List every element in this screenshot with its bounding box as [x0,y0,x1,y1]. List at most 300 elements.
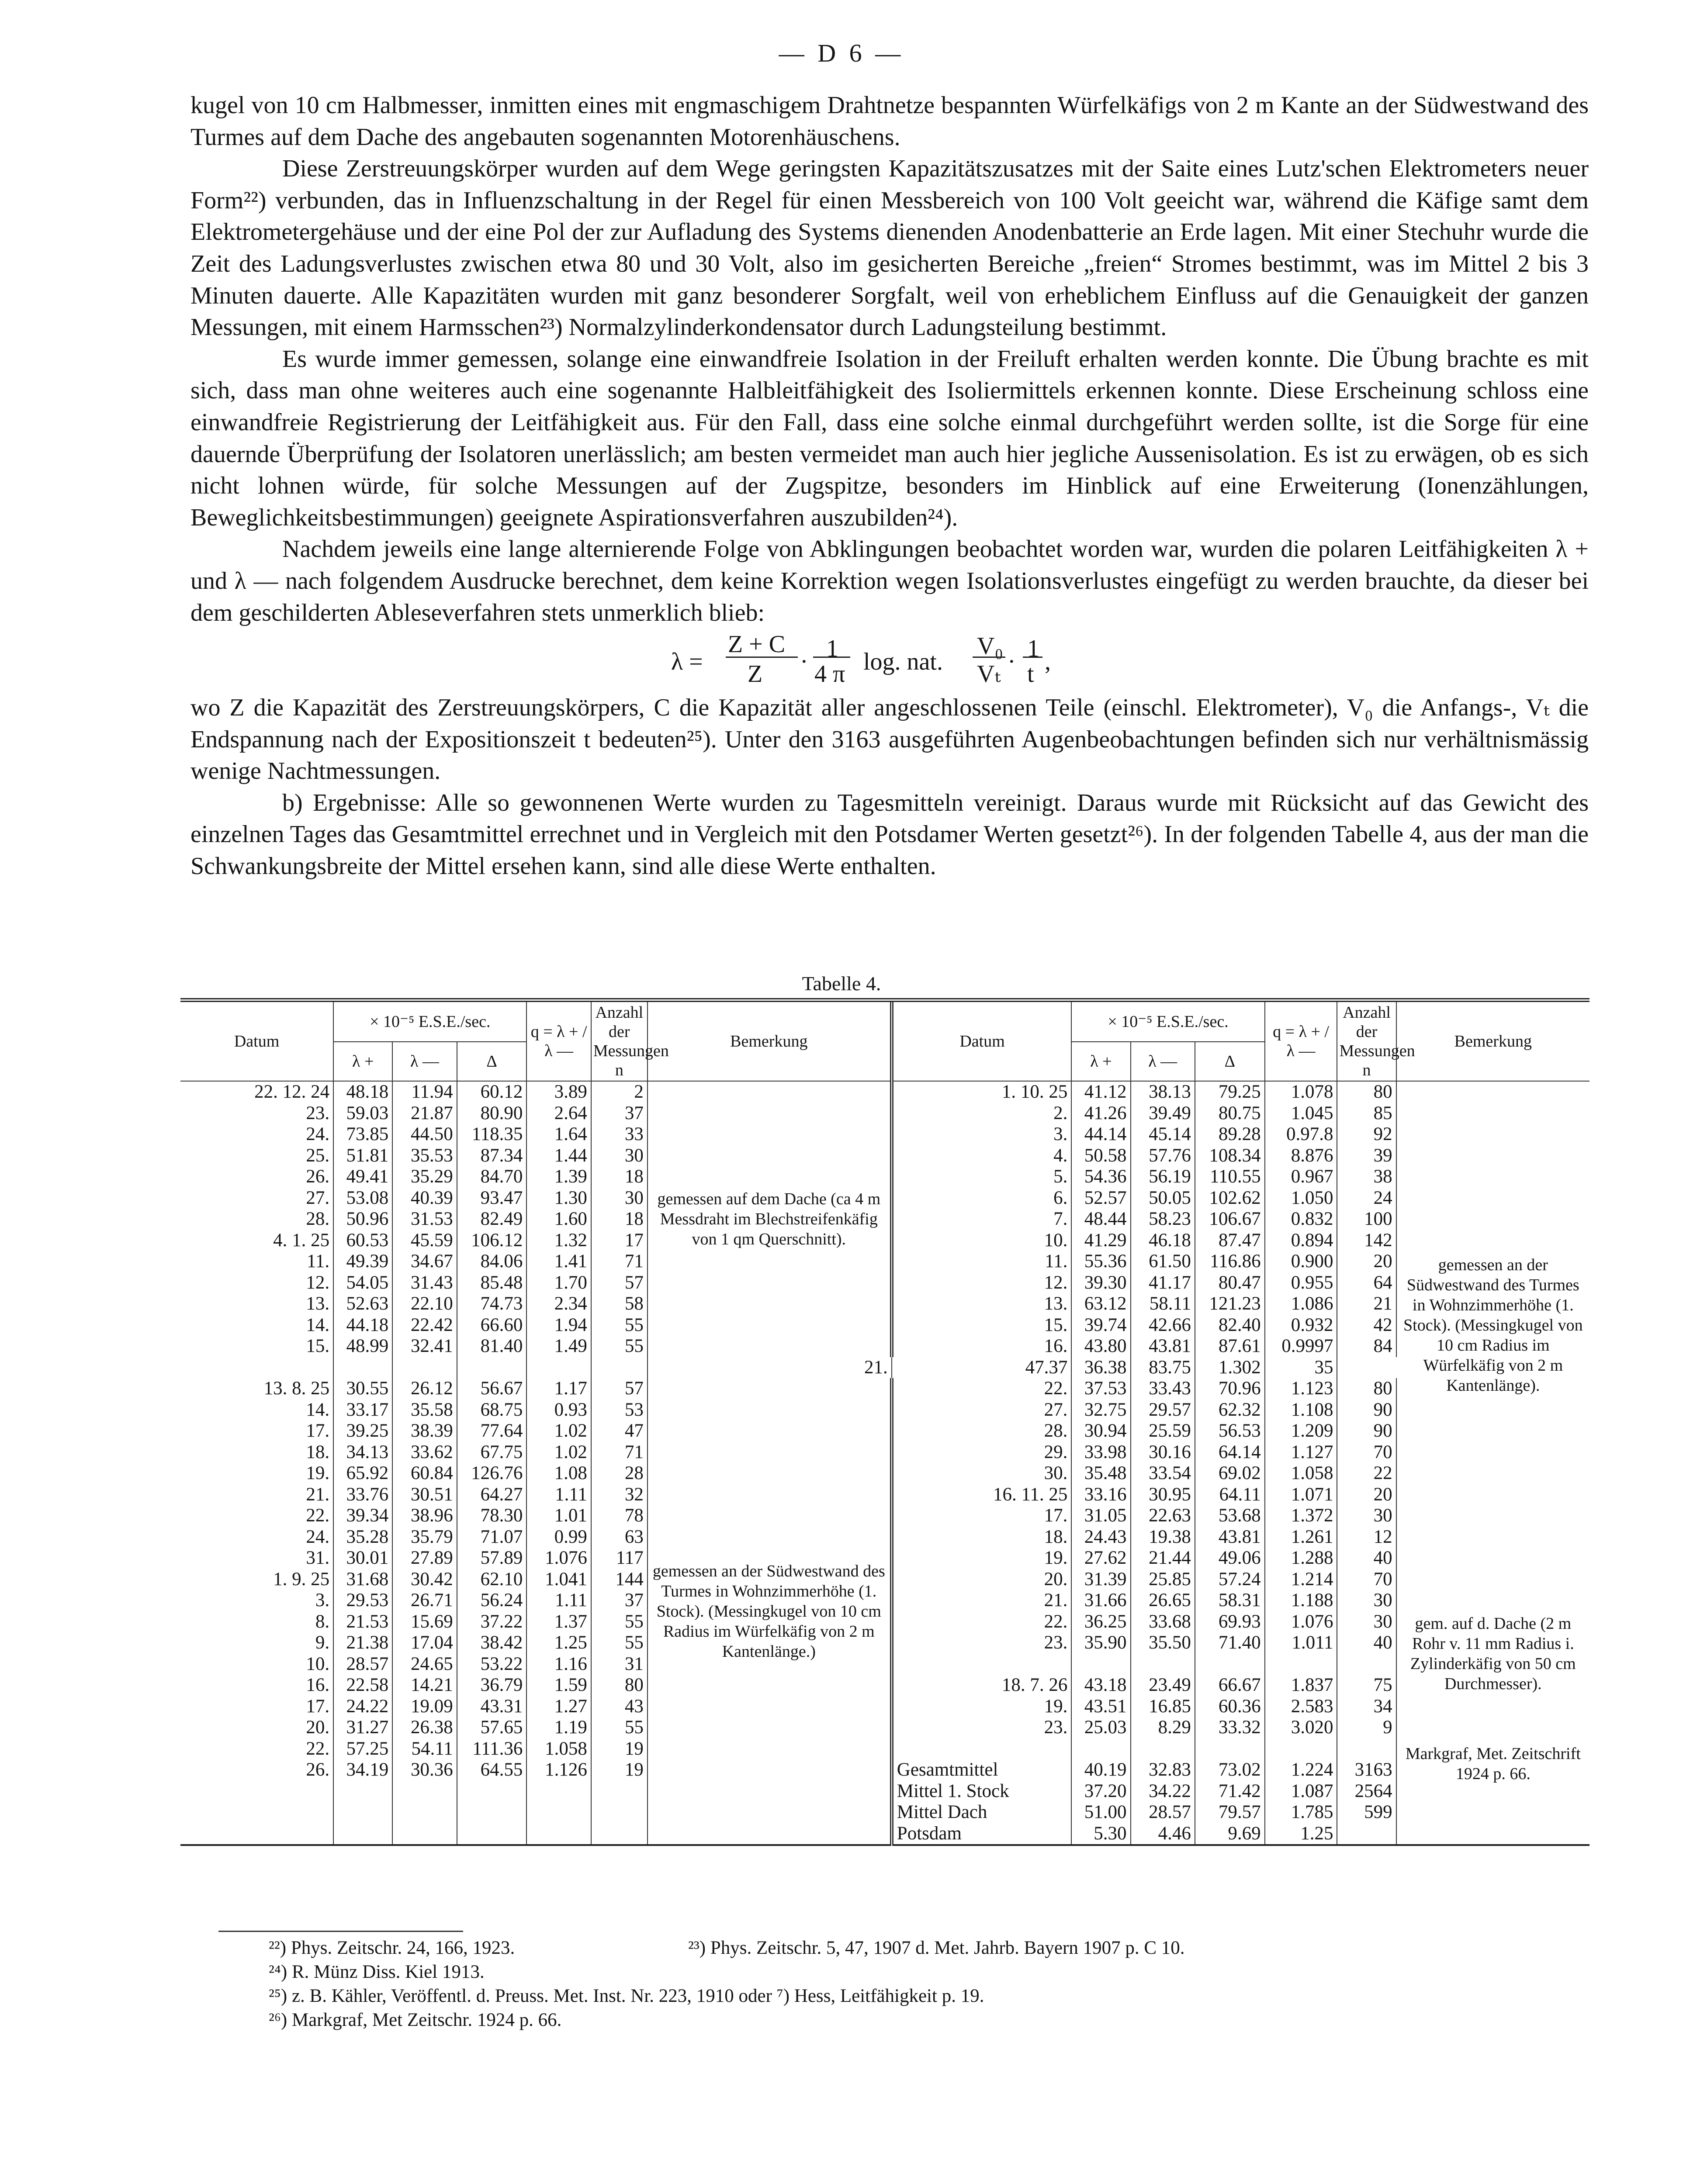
empty-cell [1265,1654,1337,1675]
value-cell: 40.39 [392,1188,457,1209]
value-cell: 31.27 [333,1717,392,1738]
value-cell: 49.39 [333,1251,392,1272]
value-cell: 22.42 [392,1315,457,1336]
date-cell: 17. [180,1696,333,1717]
value-cell: 43.80 [1071,1336,1130,1357]
value-cell: 50.05 [1131,1188,1195,1209]
value-cell: 30 [1337,1611,1396,1633]
value-cell: 90 [1337,1420,1396,1442]
value-cell: 79.57 [1195,1802,1265,1823]
value-cell: 31.05 [1071,1505,1130,1527]
value-cell: 35.79 [392,1527,457,1548]
date-cell: 6. [892,1188,1072,1209]
empty-cell [591,1781,648,1802]
value-cell: 1.08 [526,1463,591,1484]
value-cell: 21.44 [1131,1548,1195,1569]
value-cell: 65.92 [333,1463,392,1484]
date-cell: 22. [180,1738,333,1760]
value-cell: 1.041 [526,1569,591,1590]
date-cell: 1. 10. 25 [892,1081,1072,1103]
value-cell: 144 [591,1569,648,1590]
value-cell: 1.59 [526,1675,591,1696]
empty-cell [526,1802,591,1823]
value-cell: 106.67 [1195,1209,1265,1230]
value-cell: 17.04 [392,1632,457,1654]
empty-cell [526,1357,591,1379]
date-cell: 18. [180,1442,333,1463]
value-cell: 49.06 [1195,1548,1265,1569]
value-cell: 30.95 [1131,1484,1195,1506]
date-cell: 19. [892,1696,1072,1717]
value-cell: 81.40 [457,1336,527,1357]
value-cell: 1.60 [526,1209,591,1230]
date-cell: 20. [892,1569,1072,1590]
date-cell: 7. [892,1209,1072,1230]
value-cell: 1.127 [1265,1442,1337,1463]
value-cell: 54.05 [333,1272,392,1294]
date-cell: 22. [892,1378,1072,1400]
date-cell: 24. [180,1527,333,1548]
footnote: ²⁶) Markgraf, Met Zeitschr. 1924 p. 66. [269,2010,562,2030]
page-number: — D 6 — [779,39,904,67]
date-cell: 2. [892,1103,1072,1124]
value-cell: 1.126 [526,1759,591,1781]
value-cell: 31.53 [392,1209,457,1230]
empty-cell [392,1781,457,1802]
value-cell: 1.27 [526,1696,591,1717]
value-cell: 55 [591,1717,648,1738]
value-cell: 3.020 [1265,1717,1337,1738]
value-cell: 142 [1337,1230,1396,1251]
value-cell: 1.261 [1265,1527,1337,1548]
value-cell: 30 [1337,1590,1396,1611]
value-cell: 11.94 [392,1081,457,1103]
formula-num: Z + C [728,631,786,658]
date-cell: 23. [180,1103,333,1124]
header-bemerkung: Bemerkung [648,1000,892,1082]
value-cell: 1.25 [526,1632,591,1654]
value-cell: 2 [591,1081,648,1103]
value-cell: 599 [1337,1802,1396,1823]
value-cell: 39.25 [333,1420,392,1442]
date-cell: 21. [892,1590,1072,1611]
table-row [180,1081,1590,1103]
header-q: q = λ + / λ — [1265,1000,1337,1082]
value-cell: 38.39 [392,1420,457,1442]
value-cell: 37.20 [1071,1781,1130,1802]
value-cell: 1.11 [526,1590,591,1611]
value-cell: 1.30 [526,1188,591,1209]
header-lambda-minus: λ — [392,1042,457,1081]
value-cell: 1.288 [1265,1548,1337,1569]
value-cell: 51.81 [333,1145,392,1167]
value-cell: 48.44 [1071,1209,1130,1230]
value-cell: 26.12 [392,1378,457,1400]
value-cell: 21.38 [333,1632,392,1654]
value-cell: 43.18 [1071,1675,1130,1696]
value-cell: 48.99 [333,1336,392,1357]
empty-cell [180,1357,333,1379]
value-cell: 1.41 [526,1251,591,1272]
value-cell: 33.68 [1131,1611,1195,1633]
value-cell: 126.76 [457,1463,527,1484]
value-cell: 34.67 [392,1251,457,1272]
value-cell: 45.59 [392,1230,457,1251]
value-cell: 57.65 [457,1717,527,1738]
paragraph: Diese Zerstreuungskörper wurden auf dem Wege geringsten Kapazitätszusatzes mit der Saite eines Lutz'schen Elektrometers neuer Form²²) verbunden, das in Influenzschaltung in der Regel für einen Messbereich von 100 Volt geeicht war, während die Käfige samt dem Elektrometergehäuse und der eine Pol der zur Aufladung des Systems dienenden Anodenbatterie an Erde lagen. Mit einer Stechuhr wurde die Zeit des Ladungsverlustes zwischen etwa 80 und 30 Volt, also im gesicherten Bereiche „freien“ Stromes bestimmt, was im Mittel 2 bis 3 Minuten dauerte. Alle Kapazitäten wurden mit ganz besonderer Sorgfalt, weil von erheblichem Einfluss auf die Genauigkeit der ganzen Messungen, mit einem Harmsschen²³) Normalzylinderkondensator durch Ladungsteilung bestimmt. [190,155,1589,341]
value-cell: 53.68 [1195,1505,1265,1527]
header-n: Anzahl der Messungen n [591,1000,648,1082]
value-cell: 80 [1337,1081,1396,1103]
value-cell: 2564 [1337,1781,1396,1802]
remark-cell: gemessen auf dem Dache (ca 4 m Messdraht im Blechstreifenkäfig von 1 qm Querschnitt). [648,1081,892,1357]
value-cell: 9 [1337,1717,1396,1738]
value-cell: 15.69 [392,1611,457,1633]
value-cell: 111.36 [457,1738,527,1760]
value-cell: 44.14 [1071,1124,1130,1145]
value-cell: 92 [1337,1124,1396,1145]
value-cell: 1.785 [1265,1802,1337,1823]
header-unit: × 10⁻⁵ E.S.E./sec. [1071,1000,1264,1042]
value-cell: 1.086 [1265,1293,1337,1315]
date-cell: 3. [892,1124,1072,1145]
date-cell: 3. [180,1590,333,1611]
value-cell: 45.14 [1131,1124,1195,1145]
value-cell: 1.01 [526,1505,591,1527]
value-cell: 28 [591,1463,648,1484]
value-cell: 55.36 [1071,1251,1130,1272]
empty-cell [1071,1654,1130,1675]
value-cell: 26.71 [392,1590,457,1611]
value-cell: 0.900 [1265,1251,1337,1272]
value-cell: 43.81 [1131,1336,1195,1357]
value-cell: 60.84 [392,1463,457,1484]
value-cell: 79.25 [1195,1081,1265,1103]
value-cell: 58.31 [1195,1590,1265,1611]
value-cell: 56.67 [457,1378,527,1400]
value-cell: 56.19 [1131,1166,1195,1188]
value-cell: 23.49 [1131,1675,1195,1696]
value-cell: 0.97.8 [1265,1124,1337,1145]
value-cell: 71.42 [1195,1781,1265,1802]
date-cell: 10. [892,1230,1072,1251]
date-cell: Mittel 1. Stock [892,1781,1072,1802]
value-cell: 37 [591,1590,648,1611]
value-cell: 39.49 [1131,1103,1195,1124]
date-cell: Gesamtmittel [892,1759,1072,1781]
value-cell: 80 [591,1675,648,1696]
value-cell: 0.93 [526,1400,591,1421]
value-cell: 30.94 [1071,1420,1130,1442]
value-cell: 55 [591,1611,648,1633]
value-cell: 25.03 [1071,1717,1130,1738]
value-cell: 27.89 [392,1548,457,1569]
value-cell: 19 [591,1738,648,1760]
empty-cell [180,1781,333,1802]
value-cell: 17 [591,1230,648,1251]
value-cell: 33 [591,1124,648,1145]
value-cell: 54.11 [392,1738,457,1760]
header-lambda-plus: λ + [1071,1042,1130,1081]
formula-den: t [1027,660,1034,688]
value-cell: 66.67 [1195,1675,1265,1696]
value-cell: 19.38 [1131,1527,1195,1548]
empty-cell [1071,1738,1130,1760]
empty-cell [1131,1738,1195,1760]
value-cell: 0.932 [1265,1315,1337,1336]
date-cell: 26. [180,1166,333,1188]
value-cell: 84.70 [457,1166,527,1188]
empty-cell [1131,1654,1195,1675]
empty-cell [526,1823,591,1845]
value-cell: 37 [591,1103,648,1124]
formula-lognat: log. nat. [863,648,943,676]
table-row [180,1378,1590,1400]
value-cell: 1.058 [1265,1463,1337,1484]
value-cell: 14.21 [392,1675,457,1696]
value-cell: 80.90 [457,1103,527,1124]
value-cell: 8.876 [1265,1145,1337,1167]
value-cell: 40.19 [1071,1759,1130,1781]
value-cell: 0.9997 [1265,1336,1337,1357]
value-cell: 55 [591,1315,648,1336]
value-cell: 82.40 [1195,1315,1265,1336]
value-cell: 30 [591,1188,648,1209]
value-cell: 27.62 [1071,1548,1130,1569]
value-cell: 33.43 [1131,1378,1195,1400]
value-cell: 102.62 [1195,1188,1265,1209]
value-cell: 26.65 [1131,1590,1195,1611]
header-bemerkung: Bemerkung [1396,1000,1590,1082]
value-cell: 56.24 [457,1590,527,1611]
date-cell: 20. [180,1717,333,1738]
value-cell: 89.28 [1195,1124,1265,1145]
value-cell: 1.39 [526,1166,591,1188]
value-cell: 1.37 [526,1611,591,1633]
value-cell: 41.17 [1131,1272,1195,1294]
value-cell: 26.38 [392,1717,457,1738]
table-row [180,1357,1590,1379]
value-cell: 43.51 [1071,1696,1130,1717]
value-cell: 36.79 [457,1675,527,1696]
date-cell: 17. [892,1505,1072,1527]
value-cell: 64.27 [457,1484,527,1506]
value-cell: 64 [1337,1272,1396,1294]
value-cell: 37.53 [1071,1378,1130,1400]
date-cell: 11. [180,1251,333,1272]
value-cell: 1.078 [1265,1081,1337,1103]
value-cell: 47 [591,1420,648,1442]
value-cell: 25.59 [1131,1420,1195,1442]
value-cell: 1.045 [1265,1103,1337,1124]
value-cell: 5.30 [1071,1823,1130,1845]
date-cell: Mittel Dach [892,1802,1072,1823]
value-cell: 52.57 [1071,1188,1130,1209]
value-cell: 19 [591,1759,648,1781]
formula-num: V₀ [977,632,1003,660]
value-cell: 41.12 [1071,1081,1130,1103]
formula-dot: · [800,648,808,676]
value-cell: 48.18 [333,1081,392,1103]
value-cell: 43.81 [1195,1527,1265,1548]
value-cell: 24 [1337,1188,1396,1209]
value-cell: 62.10 [457,1569,527,1590]
value-cell: 83.75 [1131,1357,1195,1379]
value-cell: 18 [591,1166,648,1188]
value-cell: 30.01 [333,1548,392,1569]
formula-num: 1 [826,635,838,663]
value-cell: 1.050 [1265,1188,1337,1209]
value-cell: 22.10 [392,1293,457,1315]
value-cell: 1.49 [526,1336,591,1357]
value-cell: 34.22 [1131,1781,1195,1802]
value-cell: 38.42 [457,1632,527,1654]
value-cell: 35.50 [1131,1632,1195,1654]
value-cell: 1.188 [1265,1590,1337,1611]
value-cell: 12 [1337,1527,1396,1548]
remark-cell: Markgraf, Met. Zeitschrift 1924 p. 66. [1405,1744,1581,1783]
value-cell: 33.16 [1071,1484,1130,1506]
value-cell: 33.32 [1195,1717,1265,1738]
empty-cell [591,1802,648,1823]
header-delta: Δ [1195,1042,1265,1081]
value-cell: 64.55 [457,1759,527,1781]
value-cell: 70 [1337,1442,1396,1463]
value-cell: 57 [591,1272,648,1294]
footnote: ²⁴) R. Münz Diss. Kiel 1913. [269,1962,485,1982]
value-cell: 57.89 [457,1548,527,1569]
value-cell: 42 [1337,1315,1396,1336]
date-cell: 21. [648,1357,892,1379]
empty-cell [333,1802,392,1823]
value-cell: 24.43 [1071,1527,1130,1548]
value-cell: 1.058 [526,1738,591,1760]
empty-cell [1337,1654,1396,1675]
value-cell: 35.48 [1071,1463,1130,1484]
table-body [180,1081,1590,1845]
value-cell: 80 [1337,1378,1396,1400]
paragraph: Es wurde immer gemessen, solange eine einwandfreie Isolation in der Freiluft erhalten werden konnte. Die Übung brachte es mit sich, dass man ohne weiteres auch eine sogenannte Halbleitfähigkeit des Isoliermittels erkennen konnte. Diese Erscheinung schloss eine einwandfreie Registrierung der Leitfähigkeit aus. Für den Fall, dass eine solche einmal durchgeführt werden sollte, ist die Sorge für eine dauernde Überprüfung der Isolatoren unerlässlich; am besten vermeidet man auch hier jegliche Aussenisolation. Es ist zu erwägen, ob es sich nicht lohnen würde, für solche Messungen auf der Zugspitze, besonders im Hinblick auf eine Erweiterung (Ionenzählungen, Beweglichkeitsbestimmungen) geeignete Aspirationsverfahren auszubilden²⁴). [190,345,1589,531]
date-cell: 15. [892,1315,1072,1336]
value-cell: 16.85 [1131,1696,1195,1717]
value-cell: 8.29 [1131,1717,1195,1738]
date-cell: 12. [180,1272,333,1294]
formula-tail: , [1045,648,1051,676]
value-cell: 24.22 [333,1696,392,1717]
value-cell: 60.53 [333,1230,392,1251]
footnote: ²³) Phys. Zeitschr. 5, 47, 1907 d. Met. Jahrb. Bayern 1907 p. C 10. [688,1938,1185,1958]
value-cell: 0.955 [1265,1272,1337,1294]
value-cell: 84.06 [457,1251,527,1272]
value-cell: 31.68 [333,1569,392,1590]
header-lambda-minus: λ — [1131,1042,1195,1081]
value-cell: 35.58 [392,1400,457,1421]
value-cell: 74.73 [457,1293,527,1315]
empty-cell [180,1802,333,1823]
value-cell: 110.55 [1195,1166,1265,1188]
value-cell: 30 [1337,1505,1396,1527]
value-cell: 34 [1337,1696,1396,1717]
value-cell: 78 [591,1505,648,1527]
empty-cell [526,1781,591,1802]
value-cell: 53 [591,1400,648,1421]
formula-den: Vₜ [977,660,1001,688]
value-cell: 33.98 [1071,1442,1130,1463]
value-cell: 0.967 [1265,1166,1337,1188]
formula-den: 4 π [814,660,845,688]
value-cell: 57.25 [333,1738,392,1760]
empty-cell [591,1357,648,1379]
value-cell: 108.34 [1195,1145,1265,1167]
value-cell: 47.37 [892,1357,1072,1379]
data-table [180,998,1590,1846]
date-cell: 30. [892,1463,1072,1484]
value-cell: 59.03 [333,1103,392,1124]
value-cell: 1.076 [526,1548,591,1569]
value-cell: 22.58 [333,1675,392,1696]
value-cell: 1.123 [1265,1378,1337,1400]
value-cell: 75 [1337,1675,1396,1696]
value-cell: 87.61 [1195,1336,1265,1357]
value-cell: 21.53 [333,1611,392,1633]
body-text [190,90,1589,882]
date-cell: 13. 8. 25 [180,1378,333,1400]
empty-cell [1195,1738,1265,1760]
value-cell: 39.74 [1071,1315,1130,1336]
date-cell: 4. 1. 25 [180,1230,333,1251]
value-cell: 34.13 [333,1442,392,1463]
header-q: q = λ + / λ — [526,1000,591,1082]
date-cell: 9. [180,1632,333,1654]
empty-cell [892,1654,1072,1675]
value-cell: 51.00 [1071,1802,1130,1823]
value-cell: 38.13 [1131,1081,1195,1103]
value-cell: 78.30 [457,1505,527,1527]
value-cell: 50.58 [1071,1145,1130,1167]
empty-cell [1265,1738,1337,1760]
value-cell: 1.087 [1265,1781,1337,1802]
value-cell: 73.85 [333,1124,392,1145]
value-cell: 60.36 [1195,1696,1265,1717]
date-cell: 13. [180,1293,333,1315]
value-cell: 77.64 [457,1420,527,1442]
value-cell: 43.31 [457,1696,527,1717]
value-cell: 85 [1337,1103,1396,1124]
value-cell: 9.69 [1195,1823,1265,1845]
date-cell: 19. [180,1463,333,1484]
table-caption: Tabelle 4. [802,972,881,995]
value-cell: 41.29 [1071,1230,1130,1251]
value-cell: 84 [1337,1336,1396,1357]
paragraph: b) Ergebnisse: Alle so gewonnenen Werte wurden zu Tagesmitteln vereinigt. Daraus wurde mit Rücksicht auf das Gewicht des einzelnen Tages das Gesamtmittel errechnet und in Vergleich mit den Potsdamer Werten gesetzt²⁶). In der folgenden Tabelle 4, aus der man die Schwankungsbreite der Mittel ersehen kann, sind alle diese Werte enthalten. [190,789,1589,880]
date-cell: Potsdam [892,1823,1072,1845]
value-cell: 33.76 [333,1484,392,1506]
value-cell: 52.63 [333,1293,392,1315]
value-cell: 33.62 [392,1442,457,1463]
value-cell: 1.209 [1265,1420,1337,1442]
value-cell: 60.12 [457,1081,527,1103]
value-cell: 121.23 [1195,1293,1265,1315]
empty-cell [1337,1738,1396,1760]
value-cell: 62.32 [1195,1400,1265,1421]
value-cell: 25.85 [1131,1569,1195,1590]
date-cell: 8. [180,1611,333,1633]
value-cell: 20 [1337,1251,1396,1272]
formula [190,629,1589,692]
value-cell: 4.46 [1131,1823,1195,1845]
value-cell: 63.12 [1071,1293,1130,1315]
formula-den: Z [748,660,763,688]
